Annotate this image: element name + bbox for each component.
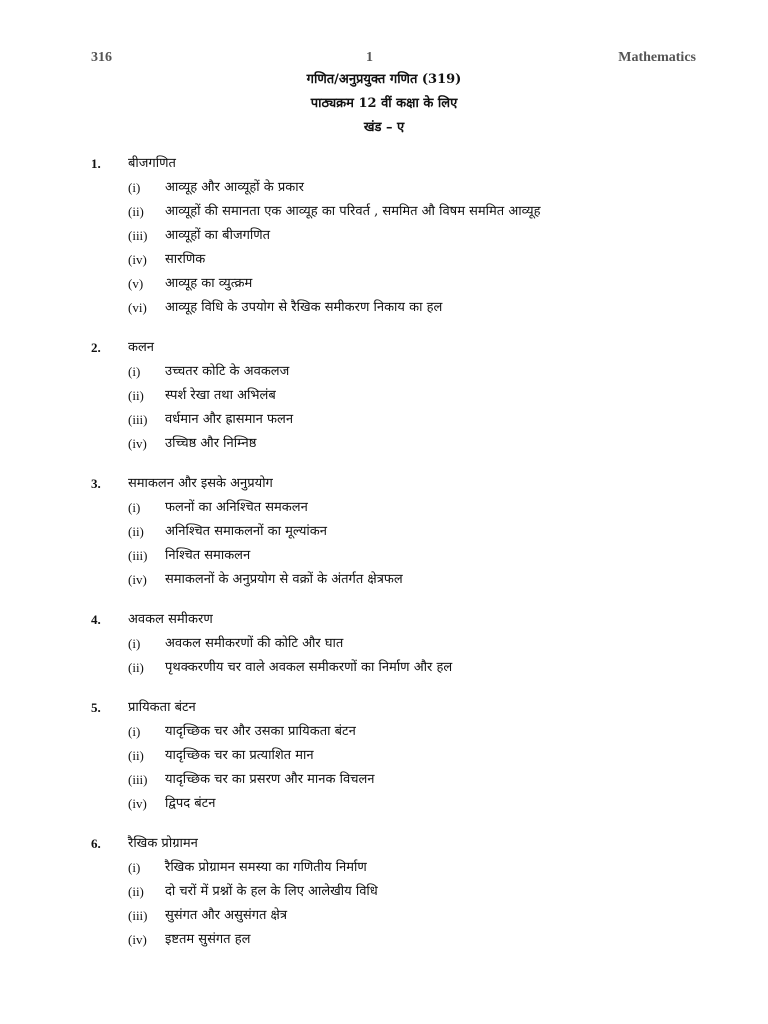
item-number: (iii) xyxy=(128,228,148,243)
unit-heading xyxy=(0,336,768,360)
unit-heading xyxy=(0,472,768,496)
list-item xyxy=(0,520,768,544)
list-item xyxy=(0,544,768,568)
list-item xyxy=(0,768,768,792)
section-title: खंड – ए xyxy=(363,120,405,135)
unit-title: कलन xyxy=(128,340,155,355)
list-item xyxy=(0,432,768,456)
list-item xyxy=(0,272,768,296)
item-text: उच्चतर कोटि के अवकलज xyxy=(165,364,290,379)
item-text: निश्चित समाकलन xyxy=(165,548,251,563)
item-text: इष्टतम सुसंगत हल xyxy=(165,932,251,947)
list-item xyxy=(0,200,768,224)
item-text: यादृच्छिक चर का प्रत्याशित मान xyxy=(165,748,314,763)
unit-heading xyxy=(0,152,768,176)
item-number: (iii) xyxy=(128,548,148,563)
item-number: (ii) xyxy=(128,884,144,899)
item-number: (vi) xyxy=(128,300,147,315)
unit-heading xyxy=(0,832,768,856)
list-item xyxy=(0,384,768,408)
unit-number: 4. xyxy=(91,612,101,627)
syllabus-unit xyxy=(0,152,768,320)
subject-label: Mathematics xyxy=(618,50,696,65)
syllabus-unit xyxy=(0,472,768,592)
item-text: सारणिक xyxy=(165,252,206,267)
list-item xyxy=(0,656,768,680)
item-number: (iv) xyxy=(128,572,147,587)
item-number: (i) xyxy=(128,180,141,195)
item-number: (ii) xyxy=(128,204,144,219)
item-number: (ii) xyxy=(128,524,144,539)
item-number: (i) xyxy=(128,724,141,739)
unit-number: 2. xyxy=(91,340,101,355)
syllabus-unit xyxy=(0,336,768,456)
list-item xyxy=(0,248,768,272)
list-item xyxy=(0,568,768,592)
item-number: (i) xyxy=(128,636,141,651)
unit-number: 5. xyxy=(91,700,101,715)
list-item xyxy=(0,296,768,320)
item-number: (ii) xyxy=(128,748,144,763)
item-text: उच्चिष्ठ और निम्निष्ठ xyxy=(165,436,257,451)
item-number: (i) xyxy=(128,860,141,875)
item-text: आव्यूह विधि के उपयोग से रैखिक समीकरण निकाय का हल xyxy=(165,300,443,315)
item-text: आव्यूहों का बीजगणित xyxy=(165,228,271,243)
list-item xyxy=(0,408,768,432)
item-number: (i) xyxy=(128,500,141,515)
unit-title: अवकल समीकरण xyxy=(128,612,213,627)
syllabus-unit xyxy=(0,608,768,680)
list-item xyxy=(0,928,768,952)
item-text: स्पर्श रेखा तथा अभिलंब xyxy=(165,388,276,403)
item-text: पृथक्करणीय चर वाले अवकल समीकरणों का निर्माण और हल xyxy=(165,660,453,675)
list-item xyxy=(0,744,768,768)
page-number: 316 xyxy=(91,50,112,65)
item-text: द्विपद बंटन xyxy=(165,796,216,811)
item-number: (ii) xyxy=(128,660,144,675)
list-item xyxy=(0,856,768,880)
item-number: (iii) xyxy=(128,908,148,923)
syllabus-units xyxy=(0,152,768,968)
item-text: आव्यूहों की समानता एक आव्यूह का परिवर्त , सममित औ विषम सममित आव्यूह xyxy=(165,204,541,219)
syllabus-title: पाठ्यक्रम 12 वीं कक्षा के लिए xyxy=(310,96,458,111)
item-text: फलनों का अनिश्चित समकलन xyxy=(165,500,308,515)
item-number: (iv) xyxy=(128,932,147,947)
syllabus-unit xyxy=(0,696,768,816)
unit-title: समाकलन और इसके अनुप्रयोग xyxy=(128,476,273,491)
item-number: (iii) xyxy=(128,412,148,427)
item-text: आव्यूह और आव्यूहों के प्रकार xyxy=(165,180,304,195)
item-number: (i) xyxy=(128,364,141,379)
unit-number: 1. xyxy=(91,156,101,171)
list-item xyxy=(0,904,768,928)
unit-number: 6. xyxy=(91,836,101,851)
unit-title: प्रायिकता बंटन xyxy=(128,700,196,715)
item-text: आव्यूह का व्युत्क्रम xyxy=(165,276,253,291)
course-title: गणित/अनुप्रयुक्त गणित (319) xyxy=(306,72,462,87)
unit-heading xyxy=(0,608,768,632)
list-item xyxy=(0,360,768,384)
item-number: (iv) xyxy=(128,252,147,267)
item-text: रैखिक प्रोग्रामन समस्या का गणितीय निर्माण xyxy=(165,860,367,875)
list-item xyxy=(0,176,768,200)
list-item xyxy=(0,224,768,248)
list-item xyxy=(0,792,768,816)
unit-number: 3. xyxy=(91,476,101,491)
center-number: 1 xyxy=(366,50,373,65)
item-number: (iv) xyxy=(128,796,147,811)
item-text: वर्धमान और ह्रासमान फलन xyxy=(165,412,294,427)
item-text: अवकल समीकरणों की कोटि और घात xyxy=(165,636,344,651)
item-text: सुसंगत और असुसंगत क्षेत्र xyxy=(165,908,288,923)
item-text: अनिश्चित समाकलनों का मूल्यांकन xyxy=(165,524,327,539)
item-text: समाकलनों के अनुप्रयोग से वक्रों के अंतर्गत क्षेत्रफल xyxy=(165,572,403,587)
page-header xyxy=(0,50,768,68)
list-item xyxy=(0,632,768,656)
item-number: (ii) xyxy=(128,388,144,403)
item-number: (iv) xyxy=(128,436,147,451)
item-text: यादृच्छिक चर का प्रसरण और मानक विचलन xyxy=(165,772,375,787)
unit-title: बीजगणित xyxy=(128,156,176,171)
item-number: (iii) xyxy=(128,772,148,787)
unit-title: रैखिक प्रोग्रामन xyxy=(128,836,198,851)
list-item xyxy=(0,880,768,904)
title-block xyxy=(0,68,768,140)
list-item xyxy=(0,496,768,520)
syllabus-unit xyxy=(0,832,768,952)
unit-heading xyxy=(0,696,768,720)
list-item xyxy=(0,720,768,744)
item-text: दो चरों में प्रश्नों के हल के लिए आलेखीय विधि xyxy=(165,884,378,899)
item-text: यादृच्छिक चर और उसका प्रायिकता बंटन xyxy=(165,724,356,739)
item-number: (v) xyxy=(128,276,144,291)
